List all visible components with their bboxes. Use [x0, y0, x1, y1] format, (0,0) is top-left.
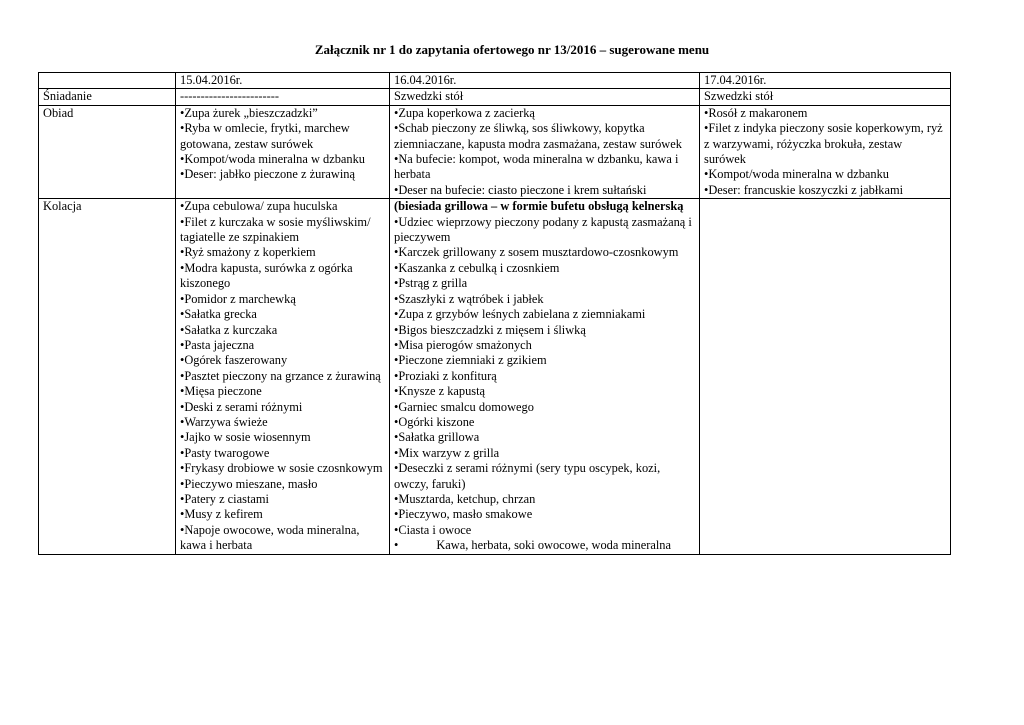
list-item: •Mięsa pieczone [180, 384, 262, 399]
document-title: Załącznik nr 1 do zapytania ofertowego nr 13/2016 – sugerowane menu [314, 42, 710, 57]
list-item: •Sałatka grecka [180, 307, 257, 322]
list-item: •Ciasta i owoce [394, 522, 472, 537]
list-item: •Napoje owocowe, woda mineralna, kawa i herbata [180, 522, 360, 553]
table-row-dinner [39, 199, 951, 554]
list-item: •Deser na bufecie: ciasto pieczone i krem sułtański [394, 182, 647, 197]
list-item: •Pasty twarogowe [180, 445, 270, 460]
breakfast-day-2: Szwedzki stół [390, 89, 700, 105]
row-label-breakfast: Śniadanie [39, 89, 176, 105]
list-item: •Zupa żurek „bieszczadzki” [180, 105, 318, 120]
list-item: •Patery z ciastami [180, 491, 269, 506]
dinner-day-3 [700, 199, 951, 554]
lunch-day-3 [700, 105, 951, 198]
header-date-2: 16.04.2016r. [390, 73, 700, 89]
list-item: •Modra kapusta, surówka z ogórka kiszonego [180, 260, 353, 291]
lunch-day-2 [390, 105, 700, 198]
breakfast-day-1: ------------------------ [176, 89, 390, 105]
grill-feast-heading: (biesiada grillowa – w formie bufetu obsługą kelnerską [394, 199, 684, 214]
list-item: •Sałatka z kurczaka [180, 322, 278, 337]
list-item: •Proziaki z konfiturą [394, 368, 497, 383]
list-item: •Pieczywo mieszane, masło [180, 476, 318, 491]
list-item: •Na bufecie: kompot, woda mineralna w dzbanku, kawa i herbata [394, 152, 679, 182]
list-item-last [394, 538, 695, 553]
list-item: •Musztarda, ketchup, chrzan [394, 491, 536, 506]
table-header-row [39, 73, 951, 89]
list-item: •Szaszłyki z wątróbek i jabłek [394, 291, 544, 306]
list-item: •Ryba w omlecie, frytki, marchew gotowana, zestaw surówek [180, 121, 350, 151]
list-item: •Pieczywo, masło smakowe [394, 507, 533, 522]
list-item: •Misa pierogów smażonych [394, 337, 532, 352]
list-item: •Sałatka grillowa [394, 430, 480, 445]
bullet-icon: • [394, 538, 399, 553]
header-empty-cell [39, 73, 176, 89]
breakfast-day-3: Szwedzki stół [700, 89, 951, 105]
list-item: •Pasta jajeczna [180, 337, 255, 352]
list-item: •Zupa z grzybów leśnych zabielana z ziemniakami [394, 307, 646, 322]
list-item: •Karczek grillowany z sosem musztardowo-czosnkowym [394, 245, 679, 260]
list-item: •Pomidor z marchewką [180, 291, 296, 306]
list-item: •Pstrąg z grilla [394, 276, 468, 291]
list-item: •Filet z kurczaka w sosie myśliwskim/ tagiatelle ze szpinakiem [180, 214, 371, 245]
list-item: •Kompot/woda mineralna w dzbanku [704, 167, 889, 182]
list-item: •Jajko w sosie wiosennym [180, 430, 311, 445]
list-item: •Udziec wieprzowy pieczony podany z kapustą zasmażaną i pieczywem [394, 214, 692, 245]
list-item: •Schab pieczony ze śliwką, sos śliwkowy, kopytka ziemniaczane, kapusta modra zasmażana, zestaw surówek [394, 121, 682, 151]
list-item: •Rosół z makaronem [704, 105, 808, 120]
list-item: •Pasztet pieczony na grzance z żurawiną [180, 368, 381, 383]
list-item: •Deski z serami różnymi [180, 399, 303, 414]
list-item: •Kaszanka z cebulką i czosnkiem [394, 260, 560, 275]
list-item: •Pieczone ziemniaki z gzikiem [394, 353, 547, 368]
list-item: •Frykasy drobiowe w sosie czosnkowym [180, 461, 383, 476]
lunch-day-1 [176, 105, 390, 198]
list-item: •Garniec smalcu domowego [394, 399, 534, 414]
header-date-3: 17.04.2016r. [700, 73, 951, 89]
table-row-breakfast [39, 89, 951, 105]
list-item: •Bigos bieszczadzki z mięsem i śliwką [394, 322, 586, 337]
list-item-text: Kawa, herbata, soki owocowe, woda mineralna [436, 538, 671, 553]
list-item: •Knysze z kapustą [394, 384, 486, 399]
list-item: •Kompot/woda mineralna w dzbanku [180, 152, 365, 167]
dinner-day-1 [176, 199, 390, 554]
list-item: •Deser: jabłko pieczone z żurawiną [180, 167, 355, 182]
list-item: •Mix warzyw z grilla [394, 445, 500, 460]
header-date-1: 15.04.2016r. [176, 73, 390, 89]
list-item: •Deseczki z serami różnymi (sery typu oscypek, kozi, owczy, faruki) [394, 461, 661, 491]
row-label-dinner: Kolacja [39, 199, 176, 554]
menu-table [38, 72, 951, 555]
list-item: •Filet z indyka pieczony sosie koperkowym, ryż z warzywami, różyczka brokuła, zestaw surówek [704, 121, 943, 167]
row-label-lunch: Obiad [39, 105, 176, 198]
list-item: •Ogórek faszerowany [180, 353, 288, 368]
list-item: •Ryż smażony z koperkiem [180, 245, 316, 260]
list-item: •Ogórki kiszone [394, 414, 475, 429]
list-item: •Deser: francuskie koszyczki z jabłkami [704, 182, 904, 197]
table-row-lunch [39, 105, 951, 198]
dinner-day-2 [390, 199, 700, 554]
list-item: •Zupa koperkowa z zacierką [394, 105, 535, 120]
list-item: •Musy z kefirem [180, 507, 263, 522]
list-item: •Warzywa świeże [180, 414, 268, 429]
list-item: •Zupa cebulowa/ zupa huculska [180, 199, 338, 214]
